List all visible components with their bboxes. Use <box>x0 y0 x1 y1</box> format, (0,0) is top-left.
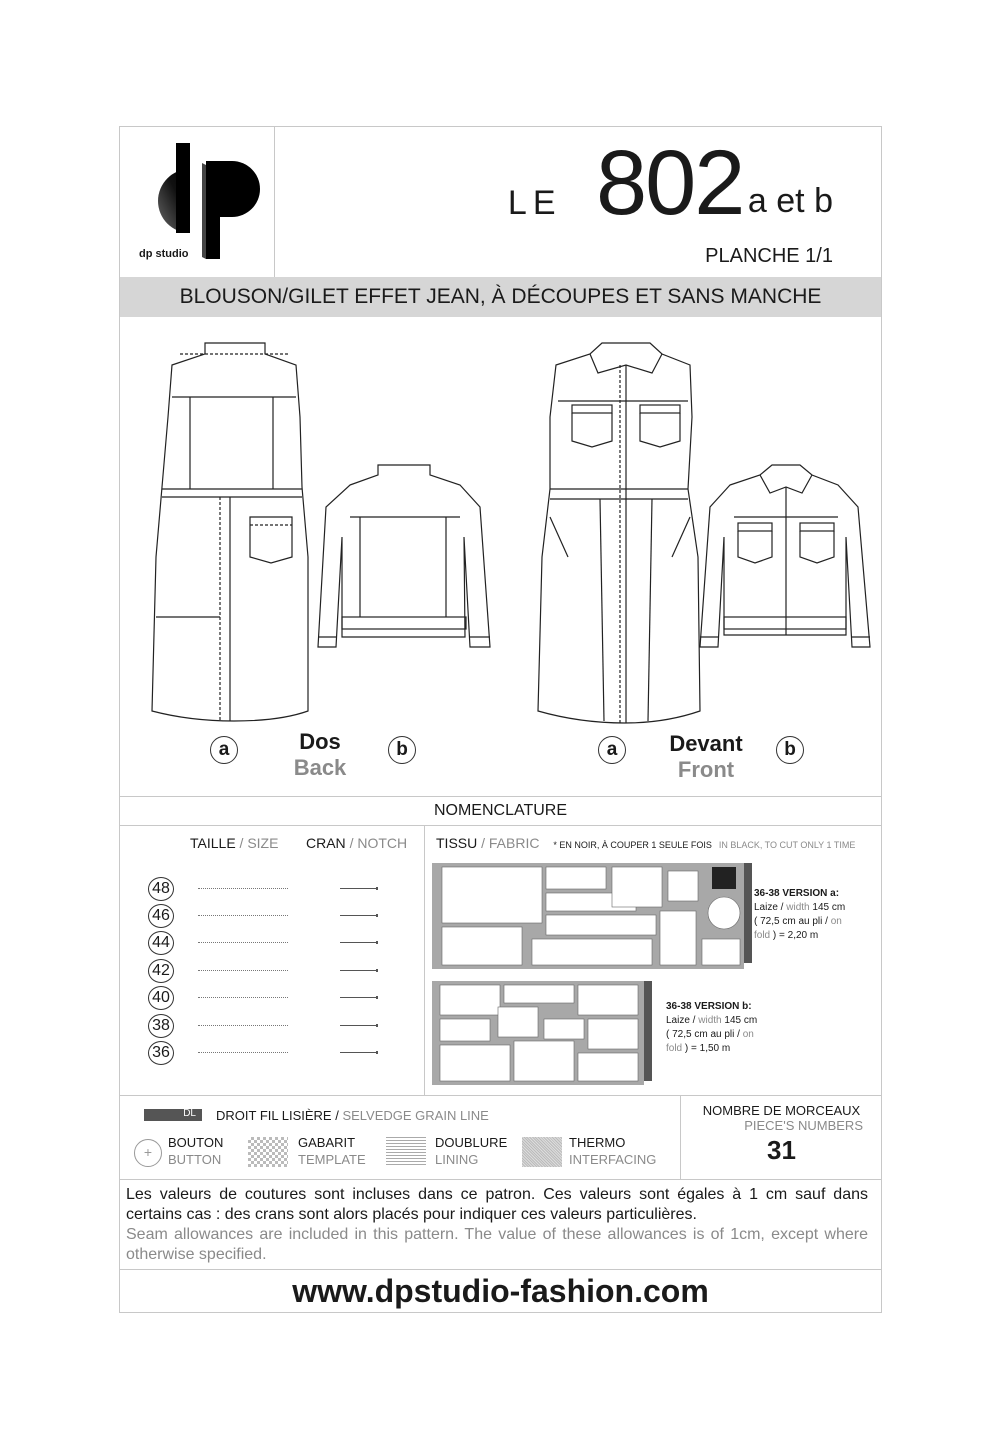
pattern-number <box>508 133 833 233</box>
fabric-header-en: / FABRIC <box>481 835 540 851</box>
back-jacket-drawing <box>318 465 490 647</box>
size-42: 42 <box>148 959 174 983</box>
size-line-48 <box>198 888 288 889</box>
size-48: 48 <box>148 877 174 901</box>
pieces-count: 31 <box>767 1135 796 1165</box>
size-46: 46 <box>148 904 174 928</box>
front-label <box>656 731 756 783</box>
nomenclature-title: NOMENCLATURE <box>433 802 568 819</box>
interfacing-swatch <box>522 1137 562 1167</box>
back-dress-drawing <box>152 343 308 721</box>
seam-note-fr: Les valeurs de coutures sont incluses dans ce patron. Ces valeurs sont égales à 1 cm sauf dans certains cas : des crans sont alors placés pour indiquer ces valeurs particulières. <box>126 1186 868 1223</box>
size-40: 40 <box>148 986 174 1010</box>
lining-swatch <box>386 1137 426 1167</box>
legend-template: GABARIT TEMPLATE <box>298 1135 366 1167</box>
grain-line-symbol <box>144 1109 202 1121</box>
dp-logo <box>134 141 264 266</box>
website-link[interactable]: www.dpstudio-fashion.com <box>292 1273 709 1309</box>
cutting-layout-a <box>432 863 752 971</box>
fabric-note-fr: * EN NOIR, À COUPER 1 SEULE FOIS <box>553 840 712 850</box>
pieces-label-en: PIECE'S NUMBERS <box>744 1118 863 1133</box>
size-line-42 <box>198 970 288 971</box>
grain-line-label: DROIT FIL LISIÈRE / SELVEDGE GRAIN LINE <box>216 1108 489 1123</box>
front-dress-drawing <box>538 343 700 723</box>
legend-lining: DOUBLURE LINING <box>435 1135 508 1167</box>
version-a-line3: fold ) = 2,20 m <box>754 930 819 941</box>
pattern-title: BLOUSON/GILET EFFET JEAN, À DÉCOUPES ET SANS MANCHE <box>179 285 822 308</box>
version-a-line1: Laize / width 145 cm <box>754 902 846 913</box>
seam-note <box>126 1185 868 1265</box>
notch-40 <box>340 997 376 998</box>
pattern-number-value: 802 <box>595 132 744 234</box>
notch-48 <box>340 888 376 889</box>
size-header-fr: TAILLE <box>190 835 236 851</box>
size-44: 44 <box>148 931 174 955</box>
back-label-fr: Dos <box>299 729 341 754</box>
front-jacket-drawing <box>700 465 870 647</box>
pattern-sheet <box>119 126 882 1313</box>
notch-36 <box>340 1052 376 1053</box>
fabric-header-fr: TISSU <box>436 835 478 851</box>
notch-42 <box>340 970 376 971</box>
size-line-36 <box>198 1052 288 1053</box>
version-b-line3: fold ) = 1,50 m <box>666 1043 731 1054</box>
logo-caption: dp studio <box>139 248 189 260</box>
notch-44 <box>340 942 376 943</box>
size-header-en: / SIZE <box>239 835 279 851</box>
pieces-label-fr: NOMBRE DE MORCEAUX <box>702 1103 861 1118</box>
fabric-header <box>436 835 855 851</box>
version-b-info <box>666 1000 786 1056</box>
version-b-title: 36-38 VERSION b: <box>666 1001 752 1012</box>
pattern-variants: a et b <box>747 182 833 220</box>
pieces-box <box>680 1103 883 1166</box>
size-line-40 <box>198 997 288 998</box>
badge-back-a: a <box>210 736 238 764</box>
front-label-fr: Devant <box>669 731 743 756</box>
notch-46 <box>340 915 376 916</box>
version-a-info <box>754 887 874 943</box>
technical-drawings <box>120 317 883 797</box>
fabric-note-en: IN BLACK, TO CUT ONLY 1 TIME <box>718 840 856 850</box>
notch-header-fr: CRAN <box>306 835 346 851</box>
legend-button: BOUTON BUTTON <box>168 1135 224 1167</box>
size-line-46 <box>198 915 288 916</box>
title-bar <box>120 277 881 317</box>
plate-label: PLANCHE 1/1 <box>705 245 833 267</box>
grain-line-tag: DL <box>183 1108 196 1119</box>
button-symbol: + <box>134 1139 162 1167</box>
version-b-line2: ( 72,5 cm au pli / on <box>666 1029 754 1040</box>
back-label <box>280 729 360 781</box>
notch-header <box>306 835 407 851</box>
pattern-prefix: LE <box>507 184 562 222</box>
version-b-line1: Laize / width 145 cm <box>666 1015 758 1026</box>
notch-header-en: / NOTCH <box>349 835 408 851</box>
seam-note-en: Seam allowances are included in this pattern. The value of these allowances is of 1cm, except where otherwise specified. <box>126 1226 868 1263</box>
legend-interfacing: THERMO INTERFACING <box>569 1135 657 1167</box>
size-38: 38 <box>148 1014 174 1038</box>
back-label-en: Back <box>293 755 347 780</box>
badge-back-b: b <box>388 736 416 764</box>
badge-front-b: b <box>776 736 804 764</box>
badge-front-a: a <box>598 736 626 764</box>
notch-38 <box>340 1025 376 1026</box>
version-a-line2: ( 72,5 cm au pli / on <box>754 916 842 927</box>
cutting-layout-b <box>432 981 654 1087</box>
size-36: 36 <box>148 1041 174 1065</box>
template-swatch <box>248 1137 288 1167</box>
version-a-title: 36-38 VERSION a: <box>754 888 840 899</box>
front-label-en: Front <box>677 757 735 782</box>
size-line-44 <box>198 942 288 943</box>
size-line-38 <box>198 1025 288 1026</box>
size-header <box>190 835 278 851</box>
